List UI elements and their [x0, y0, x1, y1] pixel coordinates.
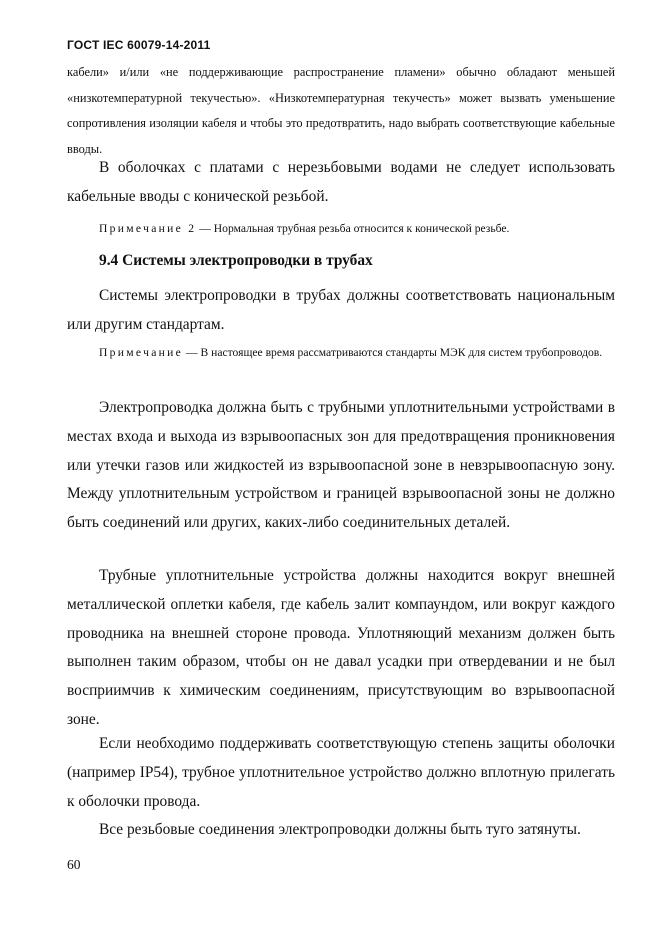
note-3-label: Примечание — [99, 346, 184, 359]
paragraph-ip-protection: Если необходимо поддерживать соответствующую степень защиты оболочки (например IP54), трубное уплотнительное устройство должно вплотную прилегать к оболочки провода. — [67, 735, 615, 810]
note-3-dash: — — [183, 346, 201, 359]
paragraph-standards: Системы электропроводки в трубах должны соответствовать национальным или другим стандартам. — [67, 287, 615, 333]
paragraph-threaded-joints: Все резьбовые соединения электропроводки должны быть туго затянуты. — [99, 821, 581, 838]
note-3-text: В настоящее время рассматриваются стандарты МЭК для систем трубопроводов. — [200, 346, 603, 359]
note-2-dash: — — [196, 222, 214, 235]
page-number: 60 — [67, 857, 81, 872]
note-2-text: Нормальная трубная резьба относится к конической резьбе. — [213, 222, 510, 235]
paragraph-seals: Электропроводка должна быть с трубными уплотнительными устройствами в местах входа и выхода из взрывоопасных зон для предотвращения проникновения или утечки газов или жидкостей из взрывоопасной зоне в невзрывоопасную зону. Между уплотнительным устройством и границей взрывоопасной зоны не должно быть соединений или других, каких-либо соединительных деталей. — [67, 399, 615, 532]
note-2-label: Примечание 2 — [99, 222, 197, 235]
document-header: ГОСТ IEC 60079-14-2011 — [67, 38, 211, 52]
note-3 — [67, 340, 615, 366]
note-2 — [67, 216, 615, 242]
paragraph-compound: Трубные уплотнительные устройства должны находится вокруг внешней металлической оплетки кабеля, где кабель залит компаундом, или вокруг каждого проводника на внешней стороне провода. Уплотняющий механизм должен быть выполнен таким образом, чтобы он не давал усадки при отвердевании и не был восприимчив к химическим соединениям, присутствующим во взрывоопасной зоне. — [67, 567, 615, 728]
paragraph-threads: В оболочках с платами с нерезьбовыми водами не следует использовать кабельные вводы с конической резьбой. — [67, 159, 615, 205]
continuation-paragraph: кабели» и/или «не поддерживающие распространение пламени» обычно обладают меньшей «низкотемпературной текучестью». «Низкотемпературная текучесть» может вызвать уменьшение сопротивления изоляции кабеля и чтобы это предотвратить, надо выбрать соответствующие кабельные вводы. — [67, 65, 615, 156]
section-heading: 9.4 Системы электропроводки в трубах — [99, 252, 373, 269]
